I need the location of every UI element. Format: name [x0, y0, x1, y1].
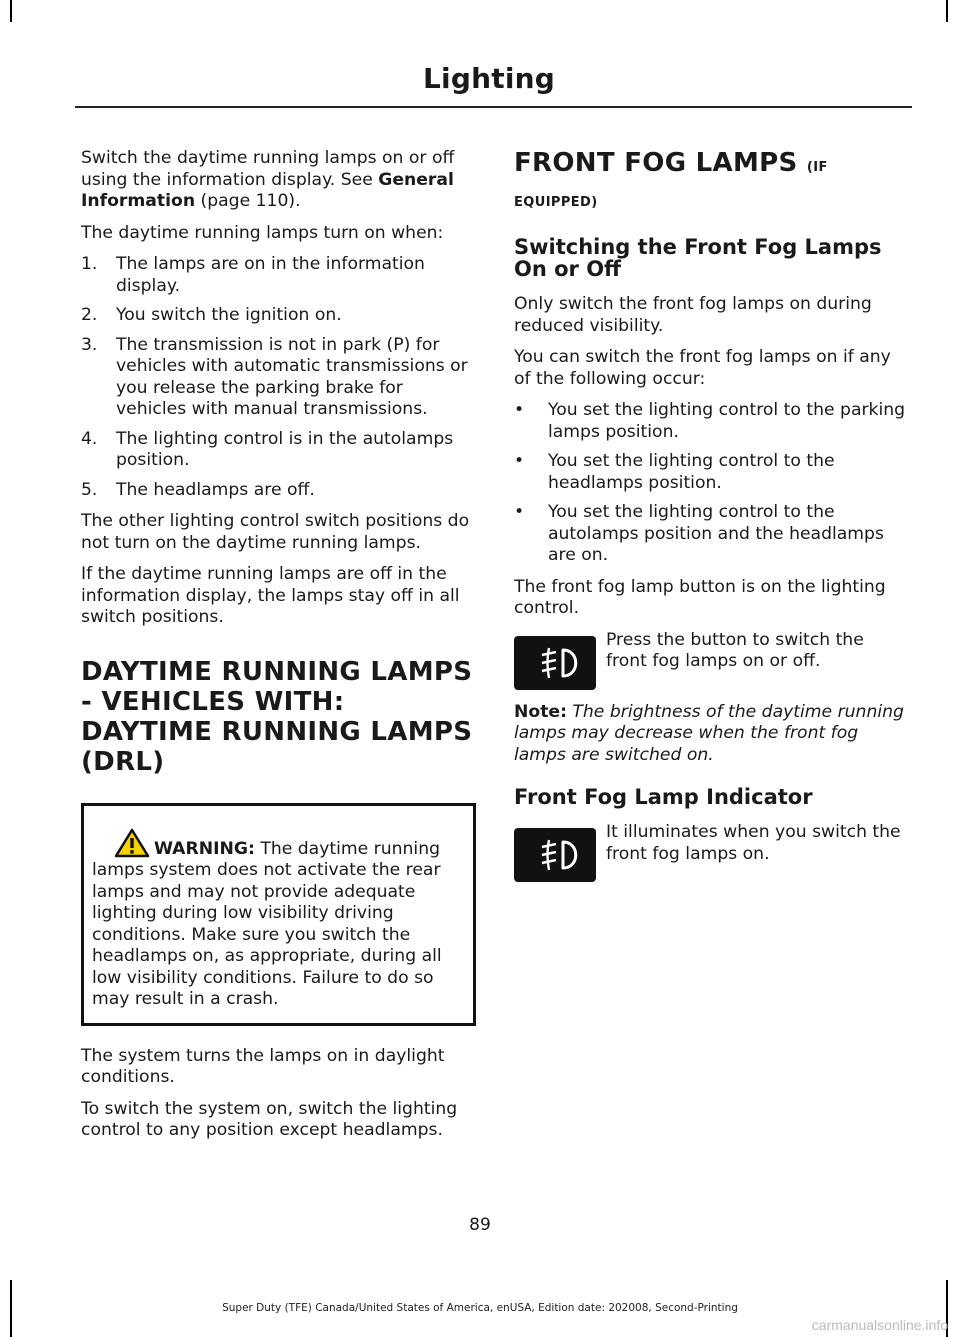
list-text: The headlamps are off. [116, 479, 315, 500]
general-information-link[interactable]: General Information [81, 169, 454, 211]
left-column [81, 148, 476, 1152]
crop-mark-top-left [10, 0, 12, 22]
page-title: Lighting [423, 62, 555, 95]
page-number: 89 [469, 1215, 491, 1235]
fog-lamp-indicator-icon [514, 828, 596, 882]
warning-box [81, 803, 476, 1026]
intro-paragraph [81, 148, 476, 213]
list-number: 5. [81, 479, 98, 500]
list-item [81, 305, 476, 327]
other-positions-paragraph: The other lighting control switch positions do not turn on the daytime running lamps. [81, 511, 470, 553]
list-text: You set the lighting control to the headlamps position. [548, 451, 835, 493]
watermark: carmanualsonline.info [811, 1317, 948, 1333]
list-item [514, 451, 910, 494]
list-text: The transmission is not in park (P) for vehicles with automatic transmissions or you release the parking brake for vehicles with manual transmissions. [116, 334, 468, 419]
footer-edition: Super Duty (TFE) Canada/United States of America, enUSA, Edition date: 202008, Second-Printing [222, 1302, 738, 1314]
page-reference: (page 110). [195, 191, 301, 211]
button-location-paragraph: The front fog lamp button is on the lighting control. [514, 576, 886, 618]
fog-button-row [514, 630, 910, 684]
list-item [514, 502, 910, 567]
fog-lamps-heading-text: FRONT FOG LAMPS [514, 148, 798, 178]
warning-text: The daytime running lamps system does not activate the rear lamps and may not provide adequate lighting during low visibility driving conditions. Make sure you switch the headlamps on, as appropriate, during all low visibility conditions. Failure to do so may result in a crash. [92, 838, 442, 1009]
fog-lamp-button-icon [514, 636, 596, 690]
right-column [514, 148, 910, 884]
switching-fog-lamps-heading: Switching the Front Fog Lamps On or Off [514, 235, 882, 281]
drl-heading: DAYTIME RUNNING LAMPS - VEHICLES WITH: DAYTIME RUNNING LAMPS (DRL) [81, 656, 473, 777]
list-text: You set the lighting control to the parking lamps position. [548, 400, 906, 442]
switch-on-paragraph: To switch the system on, switch the lighting control to any position except headlamps. [81, 1098, 458, 1140]
reduced-visibility-paragraph: Only switch the front fog lamps on during reduced visibility. [514, 294, 872, 336]
list-text: You switch the ignition on. [116, 305, 342, 325]
conditions-intro: You can switch the front fog lamps on if any of the following occur: [514, 347, 891, 389]
list-number: 1. [81, 254, 98, 274]
bullet: • [514, 502, 525, 522]
list-item [81, 335, 476, 421]
fog-button-text: Press the button to switch the front fog lamps on or off. [606, 629, 864, 671]
note-label: Note: [514, 701, 567, 722]
list-item [514, 400, 910, 443]
list-number: 4. [81, 428, 98, 449]
list-item [81, 254, 476, 297]
warning-triangle-icon [114, 828, 150, 858]
daylight-paragraph: The system turns the lamps on in daylight conditions. [81, 1045, 445, 1087]
conditions-list [81, 254, 476, 501]
list-item [81, 429, 476, 472]
crop-mark-top-right [946, 0, 948, 22]
list-text: The lamps are on in the information display. [116, 254, 425, 296]
note-text: The brightness of the daytime running lamps may decrease when the front fog lamps are switched on. [514, 701, 904, 765]
stay-off-paragraph: If the daytime running lamps are off in the information display, the lamps stay off in all switch positions. [81, 564, 460, 627]
if-equipped-label: (IF EQUIPPED) [514, 160, 828, 210]
intro-text: Switch the daytime running lamps on or off using the information display. See [81, 148, 455, 190]
list-item [81, 480, 476, 502]
list-text: You set the lighting control to the autolamps position and the headlamps are on. [548, 502, 884, 565]
warning-label: WARNING: [154, 838, 255, 859]
header-divider [75, 106, 912, 108]
turn-on-intro: The daytime running lamps turn on when: [81, 222, 444, 243]
bullet: • [514, 400, 525, 420]
note-paragraph [514, 702, 910, 767]
fog-indicator-row [514, 822, 910, 876]
list-number: 2. [81, 305, 98, 325]
list-text: The lighting control is in the autolamps position. [116, 428, 454, 470]
fog-indicator-heading: Front Fog Lamp Indicator [514, 785, 813, 809]
list-number: 3. [81, 334, 98, 355]
fog-lamps-heading [514, 148, 910, 218]
bullet: • [514, 451, 525, 471]
fog-indicator-text: It illuminates when you switch the front fog lamps on. [606, 822, 901, 864]
fog-conditions-list [514, 400, 910, 567]
